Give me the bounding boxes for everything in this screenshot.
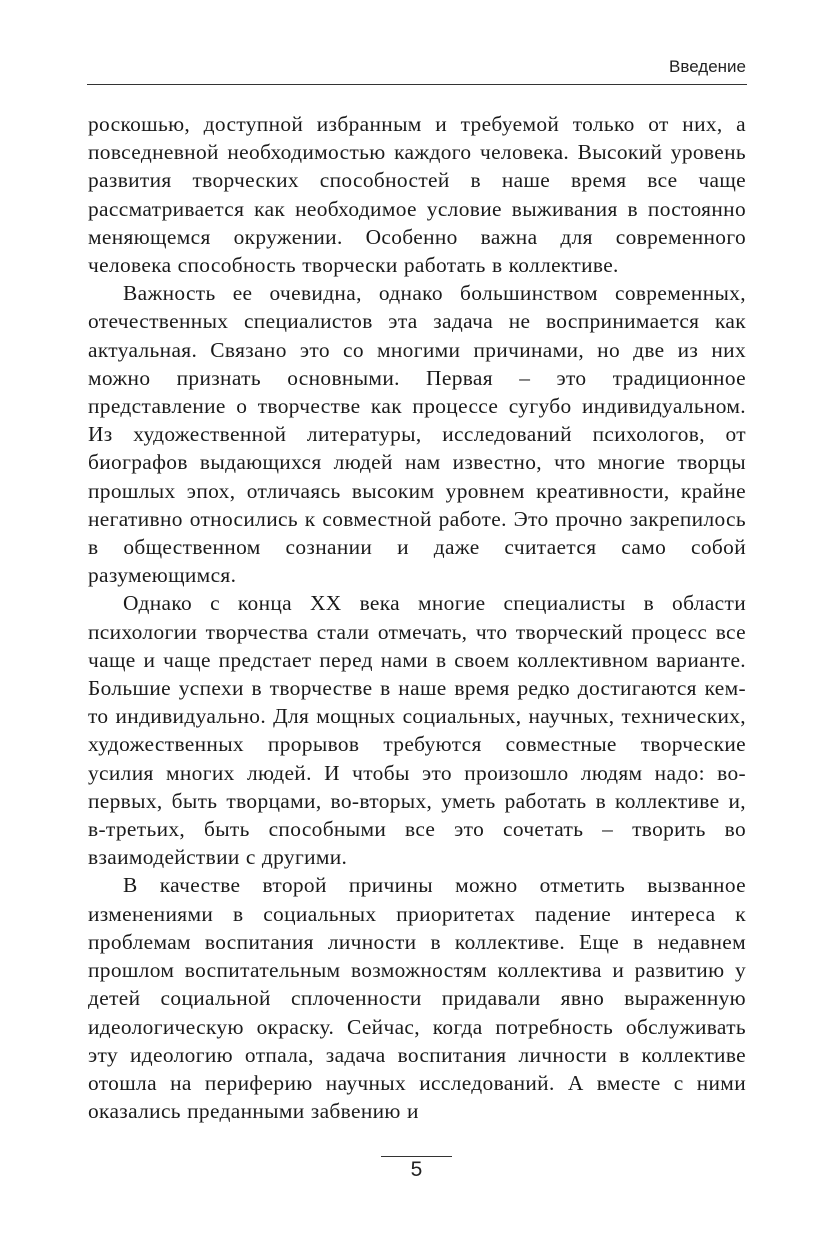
paragraph-3: Однако с конца XX века многие специалисты в области психологии творчества стали отмечать, что творческий процесс все чаще и чаще предстает перед нами в своем коллективном варианте. Большие успехи в творчестве в наше время редко достигаются кем-то индивидуально. Для мощных социальных, научных, технических, художественных прорывов требуются совместные творческие усилия многих людей. И чтобы это произошло людям надо: во-первых, быть творцами, во-вторых, уметь работать в коллективе и, в-третьих, быть способными все это сочетать – творить во взаимодействии с другими. xyxy=(88,591,746,870)
header-divider xyxy=(87,84,747,85)
page-text xyxy=(88,110,746,1125)
paragraph-1: роскошью, доступной избранным и требуемой только от них, а повседневной необходимостью каждого человека. Высокий уровень развития творческих способностей в наше время все чаще рассматривается как необходимое условие выживания в постоянно меняющемся окружении. Особенно важна для современного человека способность творчески работать в коллективе. xyxy=(88,112,746,278)
footer-divider xyxy=(381,1156,452,1157)
page-number: 5 xyxy=(410,1158,423,1181)
running-head-title: Введение xyxy=(669,57,746,76)
paragraph-4: В качестве второй причины можно отметить вызванное изменениями в социальных приоритетах падение интереса к проблемам воспитания личности в коллективе. Еще в недавнем прошлом воспитательным возможностям коллектива и развитию у детей социальной сплоченности придавали явно выраженную идеологическую окраску. Сейчас, когда потребность обслуживать эту идеологию отпала, задача воспитания личности в коллективе отошла на периферию научных исследований. А вместе с ними оказались преданными забвению и xyxy=(88,873,746,1124)
paragraph-2: Важность ее очевидна, однако большинством современных, отечественных специалистов эта задача не воспринимается как актуальная. Связано это со многими причинами, но две из них можно признать основными. Первая – это традиционное представление о творчестве как процессе сугубо индивидуальном. Из художественной литературы, исследований психологов, от биографов выдающихся людей нам известно, что многие творцы прошлых эпох, отличаясь высоким уровнем креативности, крайне негативно относились к совместной работе. Это прочно закрепилось в общественном сознании и даже считается само собой разумеющимся. xyxy=(88,281,746,588)
